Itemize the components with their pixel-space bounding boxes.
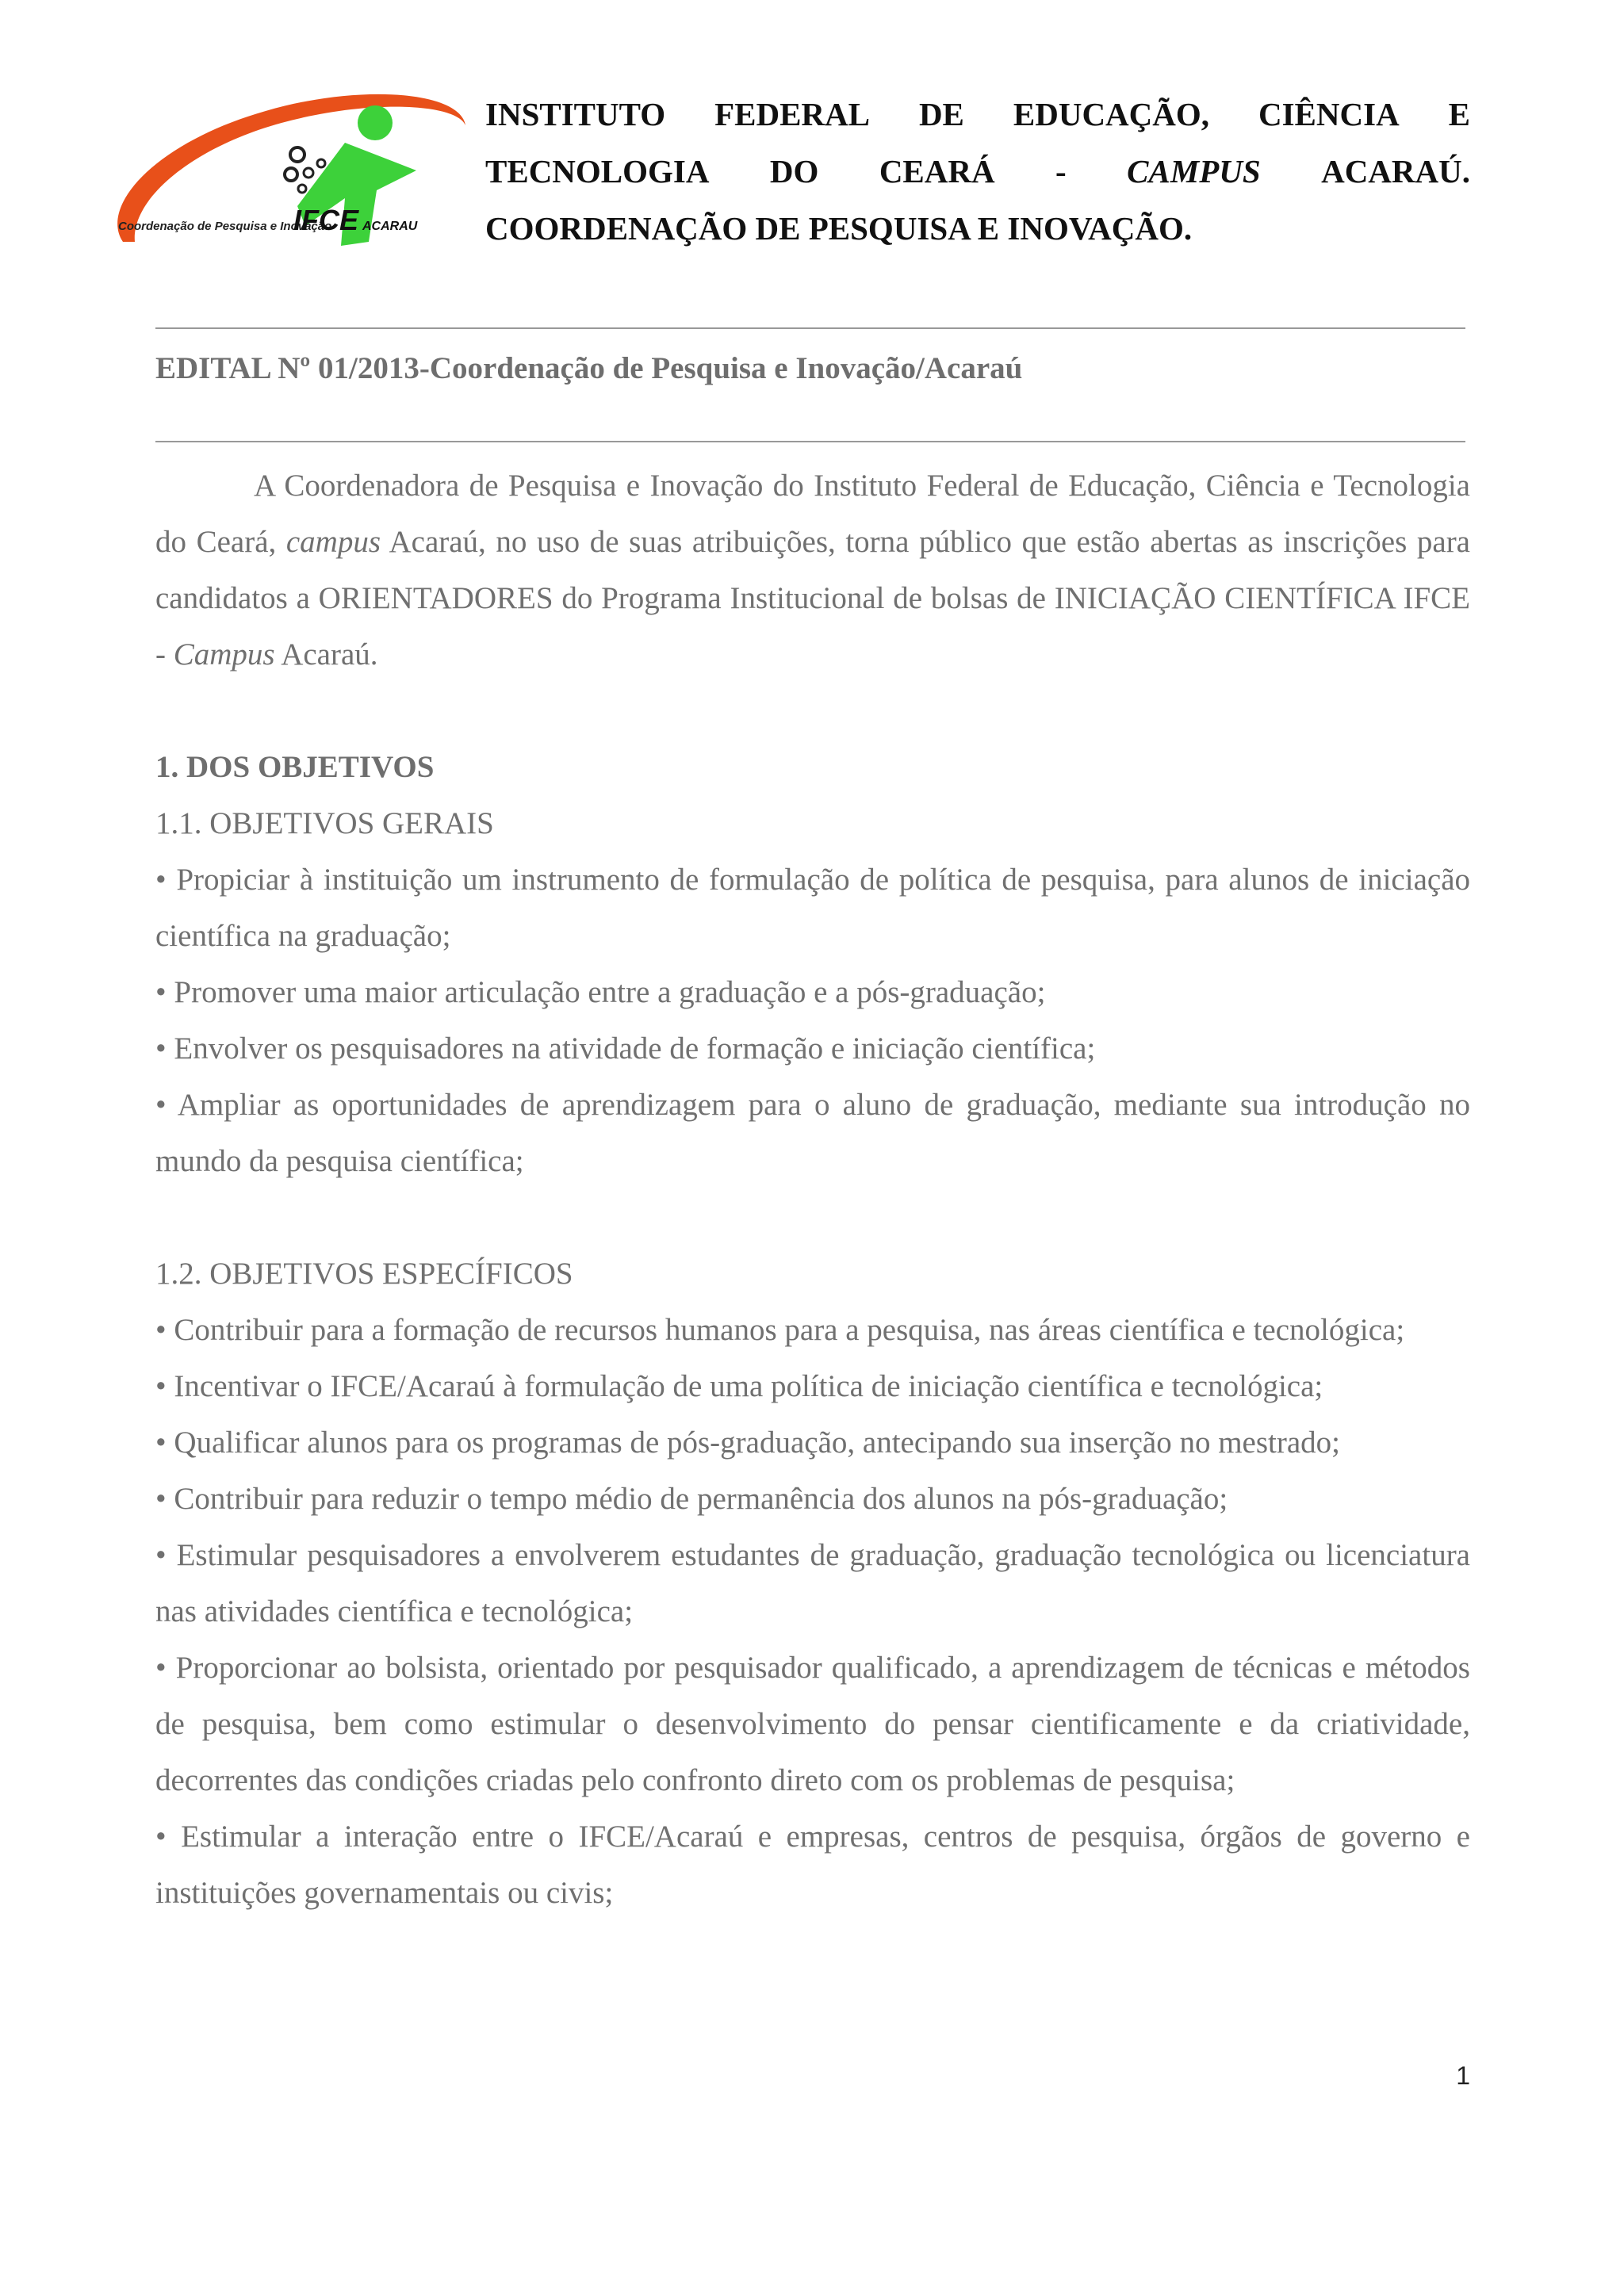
intro-text: Acaraú.: [274, 637, 378, 672]
heading-word: DO: [769, 153, 819, 189]
page-number: 1: [1456, 2061, 1470, 2090]
heading-word: TECNOLOGIA: [485, 153, 710, 189]
institution-heading-line-3: COORDENAÇÃO DE PESQUISA E INOVAÇÃO.: [485, 210, 1193, 247]
list-item: • Qualificar alunos para os programas de pós-graduação, antecipando sua inserção no mestrado;: [155, 1425, 1341, 1460]
section-title: 1. DOS OBJETIVOS: [155, 750, 435, 784]
logo-circle: [317, 159, 325, 167]
logo-campus: ACARAU: [362, 220, 418, 233]
heading-word: CEARÁ: [879, 153, 995, 189]
heading-word: -: [1055, 153, 1067, 189]
divider-top: [155, 327, 1465, 329]
logo-circle: [304, 168, 313, 178]
list-item: • Proporcionar ao bolsista, orientado por pesquisador qualificado, a aprendizagem de técnicas e métodos de pesquisa, bem como estimular o desenvolvimento do pensar cientificamente e da criatividade, decorrentes das condições criadas pelo confronto direto com os problemas de pesquisa;: [155, 1651, 1470, 1797]
heading-word-campus: CAMPUS: [1127, 153, 1261, 189]
logo-circle: [285, 168, 297, 181]
subsection-title: 1.1. OBJETIVOS GERAIS: [155, 806, 494, 840]
list-item: • Envolver os pesquisadores na atividade de formação e iniciação científica;: [155, 1031, 1096, 1066]
ifce-logo: [107, 87, 472, 258]
institution-heading-line-1: [485, 95, 1470, 133]
institution-heading-line-2: [485, 152, 1470, 190]
list-item: • Ampliar as oportunidades de aprendizagem para o aluno de graduação, mediante sua introdução no mundo da pesquisa científica;: [155, 1088, 1470, 1178]
heading-word: FEDERAL: [714, 96, 870, 132]
logo-brand: IFCE: [293, 204, 359, 236]
list-item: • Promover uma maior articulação entre a graduação e a pós-graduação;: [155, 975, 1046, 1009]
green-figure-head: [358, 105, 393, 140]
heading-word: E: [1448, 96, 1470, 132]
intro-text: Acaraú, no uso de suas atribuições, torna público que estão abertas as inscrições para candidatos a ORIENTADORES do Programa Institucional de bolsas de INICIAÇÃO CIENTÍFICA IFCE -: [155, 525, 1470, 672]
list-item: • Incentivar o IFCE/Acaraú à formulação de uma política de iniciação científica e tecnológica;: [155, 1369, 1323, 1403]
logo-circle: [298, 185, 306, 193]
list-item: • Contribuir para reduzir o tempo médio de permanência dos alunos na pós-graduação;: [155, 1482, 1228, 1516]
intro-text: A Coordenadora de Pesquisa e Inovação do Instituto Federal de Educação, Ciência e Tecnologia do Ceará,: [155, 469, 1470, 559]
intro-paragraph: [155, 457, 1470, 683]
list-item: • Propiciar à instituição um instrumento de formulação de política de pesquisa, para alunos de iniciação científica na graduação;: [155, 863, 1470, 953]
logo-circle: [290, 147, 304, 162]
list-item: • Estimular a interação entre o IFCE/Acaraú e empresas, centros de pesquisa, órgãos de governo e instituições governamentais ou civis;: [155, 1820, 1470, 1910]
spacer: [155, 1189, 1470, 1246]
heading-word: CIÊNCIA: [1258, 96, 1400, 132]
heading-word: ACARAÚ.: [1321, 153, 1470, 189]
heading-word: INSTITUTO: [485, 96, 666, 132]
subsection-title: 1.2. OBJETIVOS ESPECÍFICOS: [155, 1257, 573, 1291]
intro-campus: campus: [285, 525, 381, 559]
heading-word: EDUCAÇÃO,: [1013, 96, 1210, 132]
objectives-section: [155, 739, 1470, 1921]
list-item: • Contribuir para a formação de recursos humanos para a pesquisa, nas áreas científica e tecnológica;: [155, 1313, 1405, 1347]
logo-text: Coordenação de Pesquisa e Inovação: [118, 220, 332, 233]
intro-campus: Campus: [173, 637, 275, 672]
heading-word: DE: [918, 96, 964, 132]
divider-bottom: [155, 441, 1465, 442]
list-item: • Estimular pesquisadores a envolverem estudantes de graduação, graduação tecnológica ou licenciatura nas atividades científica e tecnológica;: [155, 1538, 1470, 1628]
edital-title: EDITAL Nº 01/2013-Coordenação de Pesquisa e Inovação/Acaraú: [155, 351, 1023, 385]
